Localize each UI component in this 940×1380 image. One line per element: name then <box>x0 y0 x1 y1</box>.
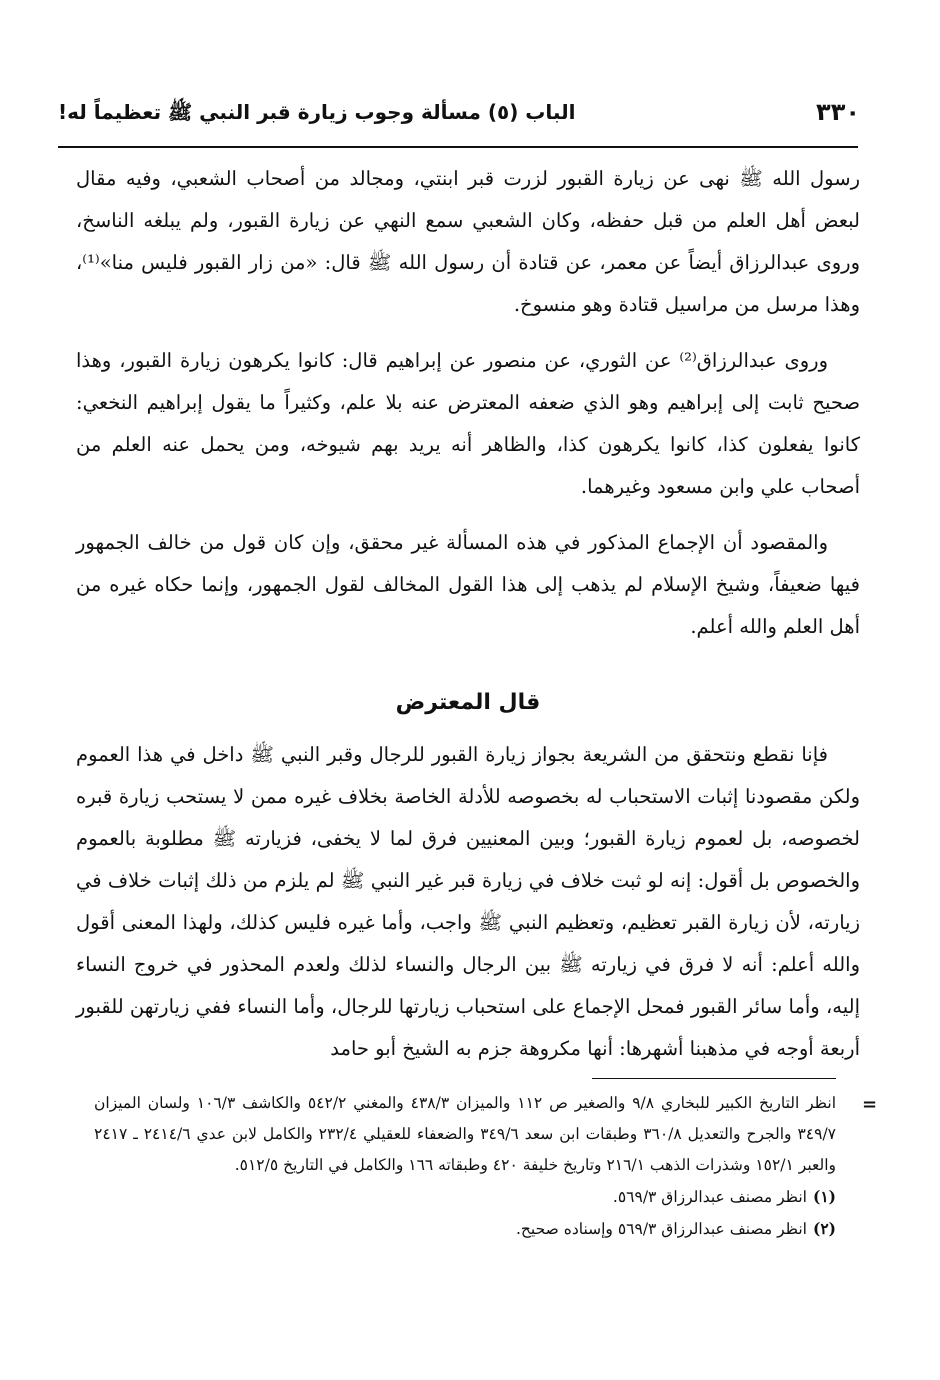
footnotes <box>94 1088 836 1245</box>
footnote-number: (٢) <box>812 1219 836 1238</box>
footnote-continuation-mark: = <box>862 1094 878 1115</box>
main-text <box>76 158 860 1084</box>
footnote-number: (١) <box>812 1187 836 1206</box>
header-divider <box>58 146 858 148</box>
footnote-divider <box>592 1078 836 1079</box>
paragraph: رسول الله ﷺ نهى عن زيارة القبور لزرت قبر ابنتي، ومجالد من أصحاب الشعبي، وفيه مقال لبعض أهل العلم من قبل حفظه، وكان الشعبي سمع النهي عن زيارة القبور، ولم يبلغه الناسخ، وروى عبدالرزاق أيضاً عن معمر، عن قتادة أن رسول الله ﷺ قال: «من زار القبور فليس منا»⁽¹⁾، وهذا مرسل من مراسيل قتادة وهو منسوخ. <box>76 167 860 316</box>
footnote-item <box>94 1213 836 1245</box>
page-number: ٣٣٠ <box>816 98 860 126</box>
footnote-text: انظر مصنف عبدالرزاق ٥٦٩/٣. <box>612 1188 807 1206</box>
paragraph: والمقصود أن الإجماع المذكور في هذه المسألة غير محقق، وإن كان قول من خالف الجمهور فيها ضعيفاً، وشيخ الإسلام لم يذهب إلى هذا القول المخالف لقول الجمهور، وإنما حكاه غيره من أهل العلم والله أعلم. <box>76 531 860 638</box>
section-heading: قال المعترض <box>395 690 541 715</box>
footnote-continuation: انظر التاريخ الكبير للبخاري ٩/٨ والصغير ص ١١٢ والميزان ٤٣٨/٣ والمغني ٥٤٢/٢ والكاشف ١٠٦/٣ ولسان الميزان ٣٤٩/٧ والجرح والتعديل ٣٦٠/٨ وطبقات ابن سعد ٣٤٩/٦ والضعفاء للعقيلي ٢٣٢/٤ والكامل لابن عدي ٢٤١٤/٦ ـ ٢٤١٧ والعبر ١٥٢/١ وشذرات الذهب ٢١٦/١ وتاريخ خليفة ٤٢٠ وطبقاته ١٦٦ والكامل في التاريخ ٥١٢/٥. <box>94 1094 837 1174</box>
paragraph: فإنا نقطع ونتحقق من الشريعة بجواز زيارة القبور للرجال وقبر النبي ﷺ داخل في هذا العموم ولكن مقصودنا إثبات الاستحباب له بخصوصه للأدلة الخاصة بخلاف غيره ممن لا يستحب زيارة قبره لخصوصه، بل لعموم زيارة القبور؛ وبين المعنيين فرق لما لا يخفى، فزيارته ﷺ مطلوبة بالعموم والخصوص بل أقول: إنه لو ثبت خلاف في زيارة قبر غير النبي ﷺ لم يلزم من ذلك إثبات خلاف في زيارته، لأن زيارة القبر تعظيم، وتعظيم النبي ﷺ واجب، وأما غيره فليس كذلك، ولهذا المعنى أقول والله أعلم: أنه لا فرق في زيارته ﷺ بين الرجال والنساء لذلك ولعدم المحذور في خروج النساء إليه، وأما سائر القبور فمحل الإجماع على استحباب زيارتها للرجال، وأما النساء ففي زيارتهن للقبور أربعة أوجه في مذهبنا أشهرها: أنها مكروهة جزم به الشيخ أبو حامد <box>76 743 861 1060</box>
paragraph: وروى عبدالرزاق⁽²⁾ عن الثوري، عن منصور عن إبراهيم قال: كانوا يكرهون زيارة القبور، وهذا صحيح ثابت إلى إبراهيم وهو الذي ضعفه المعترض عنه بلا علم، وكثيراً ما يقول إبراهيم النخعي: كانوا يفعلون كذا، كانوا يكرهون كذا، والظاهر أنه يريد بهم شيوخه، ومن يحمل عنه العلم من أصحاب علي وابن مسعود وغيرهما. <box>76 349 860 498</box>
running-header <box>58 98 860 142</box>
footnote-text: انظر مصنف عبدالرزاق ٥٦٩/٣ وإسناده صحيح. <box>516 1220 807 1238</box>
footnote-item <box>94 1181 836 1213</box>
chapter-title: الباب (٥) مسألة وجوب زيارة قبر النبي ﷺ تعظيماً له! <box>58 100 576 124</box>
